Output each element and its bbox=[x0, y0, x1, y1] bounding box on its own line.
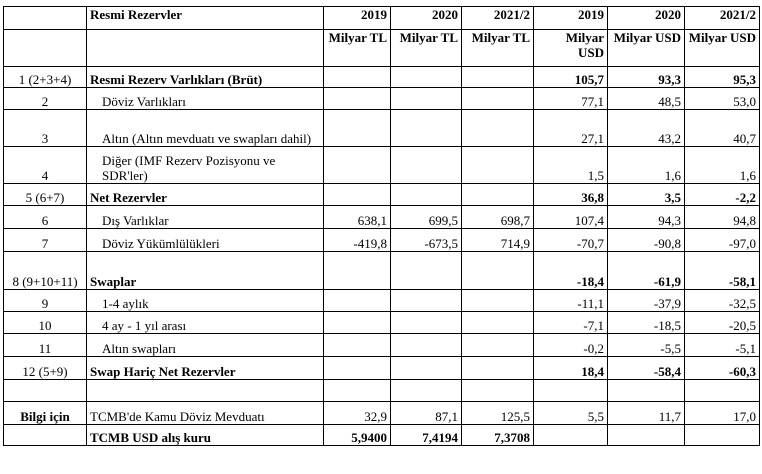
row-code: 5 (6+7) bbox=[4, 184, 87, 206]
value-cell bbox=[462, 67, 534, 88]
table-title: Resmi Rezervler bbox=[87, 7, 324, 30]
value-cell bbox=[391, 357, 462, 380]
table-row bbox=[4, 312, 760, 334]
table-row bbox=[4, 334, 760, 357]
value-cell: 714,9 bbox=[462, 229, 534, 252]
table-row bbox=[4, 290, 760, 312]
value-cell: -673,5 bbox=[391, 229, 462, 252]
value-cell: -0,2 bbox=[534, 334, 608, 357]
value-cell: 94,3 bbox=[608, 206, 685, 229]
value-cell: 699,5 bbox=[391, 206, 462, 229]
value-cell: 1,6 bbox=[685, 147, 760, 184]
empty-cell bbox=[324, 380, 391, 402]
value-cell bbox=[391, 147, 462, 184]
value-cell bbox=[324, 110, 391, 147]
value-cell: 87,1 bbox=[391, 402, 462, 425]
row-code: 12 (5+9) bbox=[4, 357, 87, 380]
row-label: Diğer (IMF Rezerv Pozisyonu ve SDR'ler) bbox=[87, 147, 324, 184]
table-row bbox=[4, 252, 760, 290]
table-body bbox=[4, 7, 760, 446]
table-row bbox=[4, 147, 760, 184]
value-cell: -32,5 bbox=[685, 290, 760, 312]
value-cell: 43,2 bbox=[608, 110, 685, 147]
header-code-cell bbox=[4, 7, 87, 30]
value-cell: -70,7 bbox=[534, 229, 608, 252]
value-cell: 11,7 bbox=[608, 402, 685, 425]
table-row bbox=[4, 88, 760, 110]
value-cell: 7,4194 bbox=[391, 425, 462, 446]
value-cell bbox=[462, 312, 534, 334]
value-cell bbox=[462, 110, 534, 147]
row-label: Altın swapları bbox=[87, 334, 324, 357]
unit-header: Milyar TL bbox=[324, 30, 391, 67]
header-units-row bbox=[4, 30, 760, 67]
value-cell: -97,0 bbox=[685, 229, 760, 252]
value-cell: 17,0 bbox=[685, 402, 760, 425]
empty-cell bbox=[608, 380, 685, 402]
value-cell bbox=[462, 184, 534, 206]
row-label: Net Rezervler bbox=[87, 184, 324, 206]
empty-cell bbox=[87, 380, 324, 402]
value-cell bbox=[391, 184, 462, 206]
value-cell bbox=[391, 334, 462, 357]
row-code: 6 bbox=[4, 206, 87, 229]
year-header: 2019 bbox=[534, 7, 608, 30]
value-cell bbox=[324, 357, 391, 380]
spacer-row bbox=[4, 380, 760, 402]
empty-cell bbox=[685, 380, 760, 402]
info-row bbox=[4, 402, 760, 425]
value-cell: -58,4 bbox=[608, 357, 685, 380]
value-cell bbox=[391, 252, 462, 290]
row-code: 3 bbox=[4, 110, 87, 147]
header-code-cell bbox=[4, 30, 87, 67]
value-cell: -90,8 bbox=[608, 229, 685, 252]
row-label: Swaplar bbox=[87, 252, 324, 290]
value-cell bbox=[324, 312, 391, 334]
row-label: Resmi Rezerv Varlıkları (Brüt) bbox=[87, 67, 324, 88]
value-cell bbox=[534, 425, 608, 446]
value-cell: 3,5 bbox=[608, 184, 685, 206]
row-code: 7 bbox=[4, 229, 87, 252]
value-cell: -7,1 bbox=[534, 312, 608, 334]
value-cell: 1,6 bbox=[608, 147, 685, 184]
row-label: 4 ay - 1 yıl arası bbox=[87, 312, 324, 334]
row-label: 1-4 aylık bbox=[87, 290, 324, 312]
unit-header: Milyar TL bbox=[462, 30, 534, 67]
value-cell: -18,5 bbox=[608, 312, 685, 334]
value-cell bbox=[391, 67, 462, 88]
value-cell bbox=[324, 290, 391, 312]
info-label: Bilgi için bbox=[4, 402, 87, 425]
value-cell: 77,1 bbox=[534, 88, 608, 110]
year-header: 2019 bbox=[324, 7, 391, 30]
unit-header: Milyar USD bbox=[534, 30, 608, 67]
value-cell: -419,8 bbox=[324, 229, 391, 252]
value-cell bbox=[324, 88, 391, 110]
value-cell bbox=[391, 290, 462, 312]
empty-cell bbox=[391, 380, 462, 402]
value-cell: -5,5 bbox=[608, 334, 685, 357]
year-header: 2020 bbox=[391, 7, 462, 30]
value-cell bbox=[462, 357, 534, 380]
value-cell: 698,7 bbox=[462, 206, 534, 229]
table-row bbox=[4, 110, 760, 147]
row-label: TCMB USD alış kuru bbox=[87, 425, 324, 446]
value-cell bbox=[462, 252, 534, 290]
row-code: 8 (9+10+11) bbox=[4, 252, 87, 290]
table-row bbox=[4, 206, 760, 229]
row-code: 10 bbox=[4, 312, 87, 334]
rate-row bbox=[4, 425, 760, 446]
reserves-table bbox=[3, 6, 760, 446]
value-cell: 5,5 bbox=[534, 402, 608, 425]
value-cell: 36,8 bbox=[534, 184, 608, 206]
row-code: 11 bbox=[4, 334, 87, 357]
value-cell bbox=[462, 334, 534, 357]
empty-cell bbox=[534, 380, 608, 402]
value-cell: -5,1 bbox=[685, 334, 760, 357]
value-cell: 32,9 bbox=[324, 402, 391, 425]
value-cell bbox=[324, 334, 391, 357]
header-years-row bbox=[4, 7, 760, 30]
row-label: Döviz Varlıkları bbox=[87, 88, 324, 110]
year-header: 2020 bbox=[608, 7, 685, 30]
value-cell bbox=[391, 88, 462, 110]
value-cell: -60,3 bbox=[685, 357, 760, 380]
value-cell bbox=[685, 425, 760, 446]
table-row bbox=[4, 67, 760, 88]
value-cell: 125,5 bbox=[462, 402, 534, 425]
unit-header: Milyar USD bbox=[608, 30, 685, 67]
table-row bbox=[4, 229, 760, 252]
value-cell: 5,9400 bbox=[324, 425, 391, 446]
value-cell: 48,5 bbox=[608, 88, 685, 110]
value-cell: 7,3708 bbox=[462, 425, 534, 446]
value-cell: 107,4 bbox=[534, 206, 608, 229]
value-cell bbox=[391, 312, 462, 334]
value-cell: -20,5 bbox=[685, 312, 760, 334]
value-cell: 105,7 bbox=[534, 67, 608, 88]
value-cell: 1,5 bbox=[534, 147, 608, 184]
row-label: Swap Hariç Net Rezervler bbox=[87, 357, 324, 380]
empty-cell bbox=[462, 380, 534, 402]
row-code: 1 (2+3+4) bbox=[4, 67, 87, 88]
value-cell: 53,0 bbox=[685, 88, 760, 110]
value-cell bbox=[324, 147, 391, 184]
value-cell: 40,7 bbox=[685, 110, 760, 147]
value-cell bbox=[462, 88, 534, 110]
unit-header: Milyar TL bbox=[391, 30, 462, 67]
value-cell: -37,9 bbox=[608, 290, 685, 312]
value-cell: -61,9 bbox=[608, 252, 685, 290]
row-label: TCMB'de Kamu Döviz Mevduatı bbox=[87, 402, 324, 425]
table-row bbox=[4, 184, 760, 206]
row-label: Altın (Altın mevduatı ve swapları dahil) bbox=[87, 110, 324, 147]
value-cell bbox=[391, 110, 462, 147]
row-code: 2 bbox=[4, 88, 87, 110]
year-header: 2021/2 bbox=[462, 7, 534, 30]
value-cell: 95,3 bbox=[685, 67, 760, 88]
value-cell: 18,4 bbox=[534, 357, 608, 380]
value-cell bbox=[462, 290, 534, 312]
value-cell bbox=[608, 425, 685, 446]
value-cell: 94,8 bbox=[685, 206, 760, 229]
row-label: Döviz Yükümlülükleri bbox=[87, 229, 324, 252]
value-cell: 93,3 bbox=[608, 67, 685, 88]
header-label-cell bbox=[87, 30, 324, 67]
row-code: 9 bbox=[4, 290, 87, 312]
value-cell: 638,1 bbox=[324, 206, 391, 229]
value-cell bbox=[462, 147, 534, 184]
value-cell: -18,4 bbox=[534, 252, 608, 290]
year-header: 2021/2 bbox=[685, 7, 760, 30]
value-cell: 27,1 bbox=[534, 110, 608, 147]
value-cell: -2,2 bbox=[685, 184, 760, 206]
value-cell bbox=[324, 252, 391, 290]
value-cell bbox=[324, 184, 391, 206]
value-cell: -58,1 bbox=[685, 252, 760, 290]
value-cell bbox=[324, 67, 391, 88]
value-cell: -11,1 bbox=[534, 290, 608, 312]
empty-cell bbox=[4, 425, 87, 446]
table-row bbox=[4, 357, 760, 380]
empty-cell bbox=[4, 380, 87, 402]
row-label: Dış Varlıklar bbox=[87, 206, 324, 229]
unit-header: Milyar USD bbox=[685, 30, 760, 67]
row-code: 4 bbox=[4, 147, 87, 184]
